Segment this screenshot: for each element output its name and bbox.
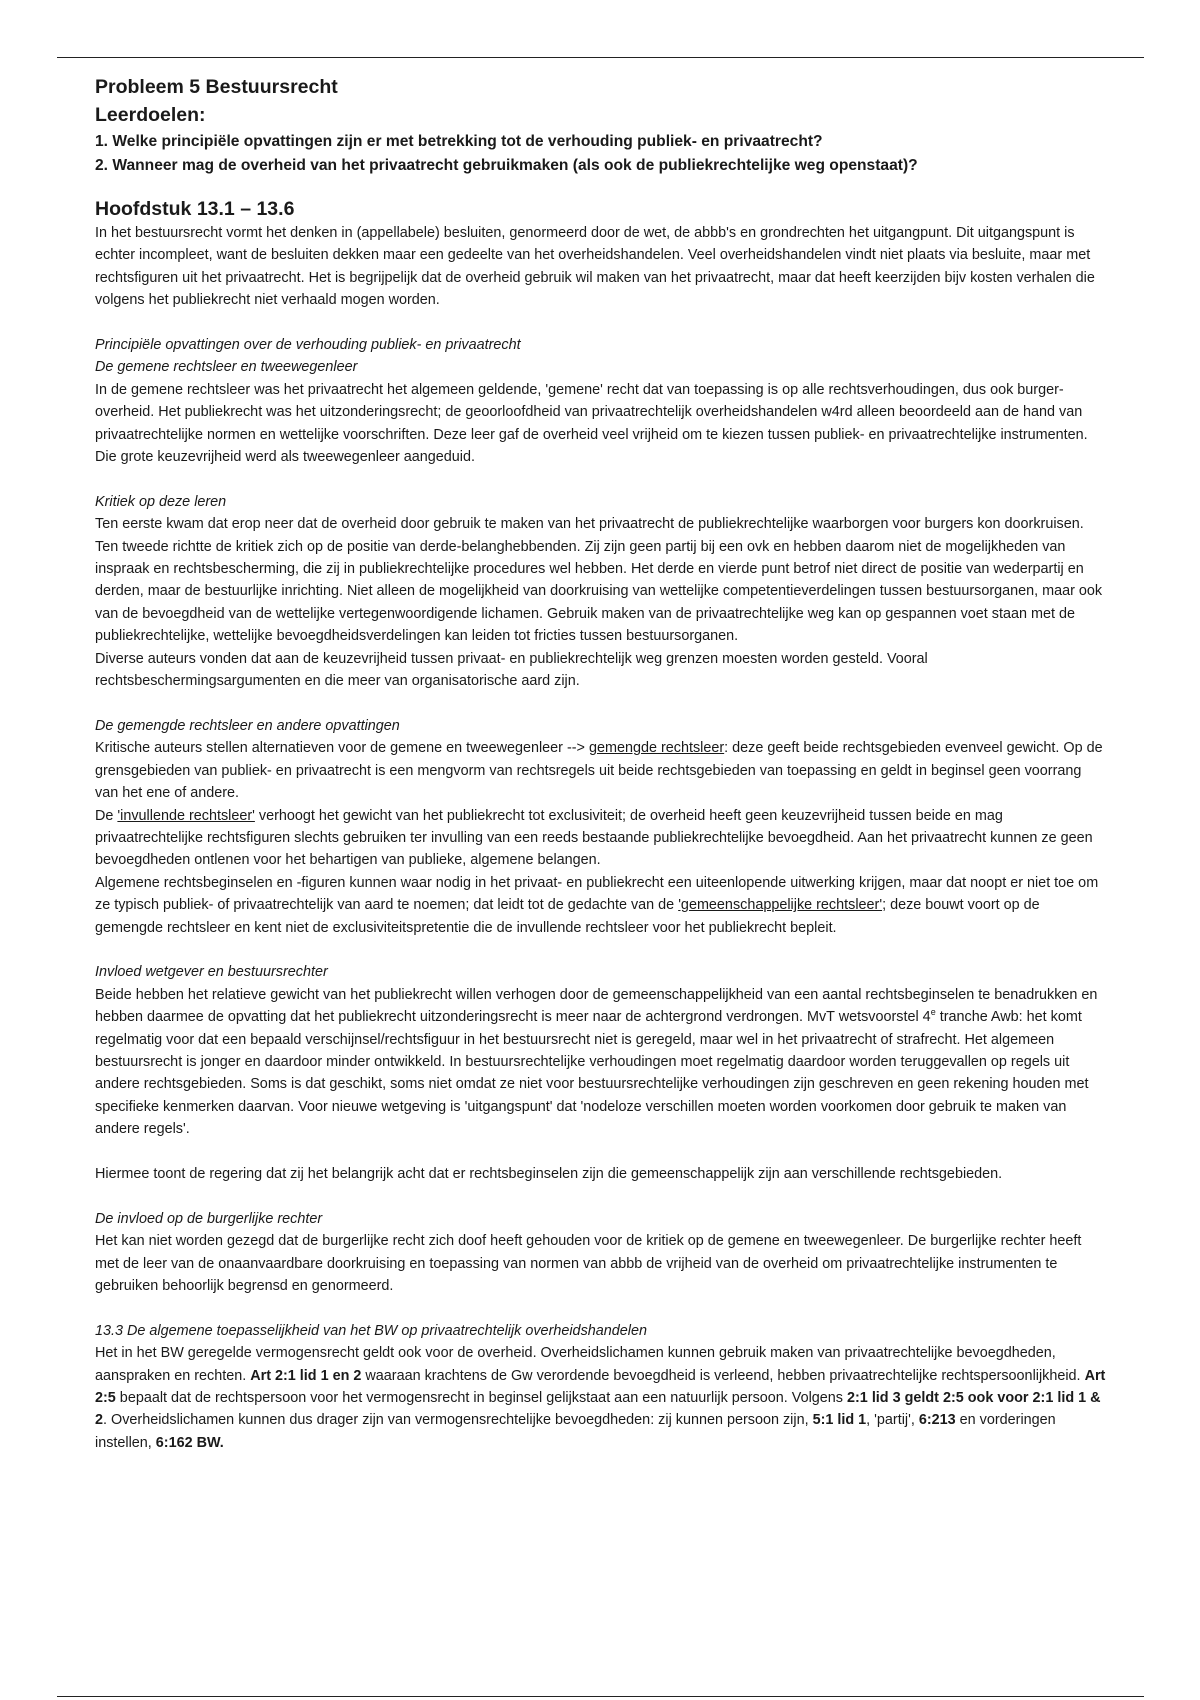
paragraph-burgerlijke-rechter: Het kan niet worden gezegd dat de burgerlijke recht zich doof heeft gehouden voor de kritiek op de gemene en tweewegenleer. De burgerlijke rechter heeft met de leer van de onaanvaardbare doorkruising en toepassing van normen van abbb de vrijheid van de overheid om privaatrechtelijke instrumenten te gebruiken behoorlijk begrensd en genormeerd. xyxy=(95,1233,1082,1294)
top-rule xyxy=(57,57,1144,58)
term-invullende-rechtsleer: 'invullende rechtsleer' xyxy=(117,807,255,824)
paragraph-gemene-rechtsleer: In de gemene rechtsleer was het privaatrecht het algemeen geldende, 'gemene' recht dat van toepassing is op alle rechtsverhoudingen, dus ook burger-overheid. Het publiekrecht was het uitzonderingsrecht; de geoorloofdheid van privaatrechtelijk overheidshandelen w4rd alleen beoordeeld aan de hand van privaatrechtelijke normen en wettelijke voorschriften. Deze leer gaf de overheid veel vrijheid om te kiezen tussen publiek- en privaatrechtelijke instrumenten. Die grote keuzevrijheid werd als tweewegenleer aangeduid. xyxy=(95,381,1088,466)
paragraph-13-3: Het in het BW geregelde vermogensrecht geldt ook voor de overheid. Overheidslichamen kunnen gebruik maken van privaatrechtelijke bevoegdheden, aanspraken en rechten. Art 2:1 lid 1 en 2 waaraan krachtens de Gw verordende bevoegdheid is verleend, hebben privaatrechtelijke rechtspersoonlijkheid. Art 2:5 bepaalt dat de rechtspersoon voor het vermogensrecht in beginsel gelijkstaat aan een natuurlijk persoon. Volgens 2:1 lid 3 geldt 2:5 ook voor 2:1 lid 1 & 2. Overheidslichamen kunnen dus drager zijn van vermogensrechtelijke bevoegdheden: zij kunnen persoon zijn, 5:1 lid 1, 'partij', 6:213 en vorderingen instellen, 6:162 BW. xyxy=(95,1345,1106,1451)
intro-paragraph: In het bestuursrecht vormt het denken in (appellabele) besluiten, genormeerd door de wet, de abbb's en grondrechten het uitgangpunt. Dit uitgangspunt is echter incompleet, want de besluiten dekken maar een gedeelte van het overheidshandelen. Veel overheidshandelen vindt niet plaats via besluite, maar met rechtsfiguren uit het privaatrecht. Het is begrijpelijk dat de overheid gebruik wil maken van het privaatrecht, maar dat heeft keerzijden bijv kosten verhalen die volgens het publiekrecht niet verhaald mogen worden. xyxy=(95,225,1095,309)
section-heading-burgerlijke-rechter: De invloed op de burgerlijke rechter xyxy=(95,1210,323,1227)
term-gemeenschappelijke-rechtsleer: 'gemeenschappelijke rechtsleer' xyxy=(678,897,883,914)
chapter-heading: Hoofdstuk 13.1 – 13.6 xyxy=(95,198,295,220)
term-gemengde-rechtsleer: gemengde rechtsleer xyxy=(588,740,725,757)
section-heading-invloed-wetgever: Invloed wetgever en bestuursrechter xyxy=(95,964,328,981)
paragraph-gemengde-rechtsleer: Kritische auteurs stellen alternatieven voor de gemene en tweewegenleer --> gemengde rechtsleer: deze geeft beide rechtsgebieden evenveel gewicht. Op de grensgebieden van publiek- en privaatrecht is een mengvorm van rechtsregels uit beide rechtsgebieden van toepassing en geldt in beginsel geen voorrang van het ene of andere. xyxy=(95,740,1103,802)
paragraph-kritiek-2: Diverse auteurs vonden dat aan de keuzevrijheid tussen privaat- en publiekrechtelijk weg grenzen moesten worden gesteld. Vooral rechtsbeschermingsargumenten en die meer van organisatorische aard zijn. xyxy=(95,650,928,690)
subsection-heading-gemene-rechtsleer: De gemene rechtsleer en tweewegenleer xyxy=(95,359,358,376)
paragraph-kritiek-1: Ten eerste kwam dat erop neer dat de overheid door gebruik te maken van het privaatrecht de publiekrechtelijke waarborgen voor burgers kon doorkruisen. Ten tweede richtte de kritiek zich op de positie van derde-belanghebbenden. Zij zijn geen partij bij een ovk en hebben daarom niet de mogelijkheden van inspraak en rechtsbescherming, die zij in publiekrechtelijke procedures wel hebben. Het derde en vierde punt betrof niet direct de positie van wederpartij en derden, maar de bestuurlijke inrichting. Niet alleen de mogelijkheid van doorkruising van wettelijke competentieverdelingen tussen bestuursorganen, maar ook van de bevoegdheid van de wettelijke vertegenwoordigende lichamen. Gebruik maken van de privaatrechtelijke weg kan op gespannen voet staan met de publiekrechtelijke, wettelijke bevoegdheidsverdelingen kan leiden tot fricties tussen bestuursorganen. xyxy=(95,516,1103,645)
learning-goal-2: 2. Wanneer mag de overheid van het privaatrecht gebruikmaken (als ook de publiekrechtelijke weg openstaat)? xyxy=(95,157,918,174)
paragraph-gemeenschappelijke-rechtsleer: Algemene rechtsbeginselen en -figuren kunnen waar nodig in het privaat- en publiekrecht een uiteenlopende uitwerking krijgen, maar dat noopt er niet toe om ze typisch publiek- of privaatrechtelijk van aard te noemen; dat leidt tot de gedachte van de 'gemeenschappelijke rechtsleer'; deze bouwt voort op de gemengde rechtsleer en kent niet de exclusiviteitspretentie die de invullende rechtsleer voor het publiekrecht bepleit. xyxy=(95,874,1099,936)
section-heading-gemengde-rechtsleer: De gemengde rechtsleer en andere opvattingen xyxy=(95,717,400,734)
paragraph-invullende-rechtsleer: De 'invullende rechtsleer' verhoogt het gewicht van het publiekrecht tot exclusiviteit; de overheid heeft geen keuzevrijheid tussen beide en mag privaatrechtelijke rechtsfiguren slechts gebruiken ter invulling van een reeds bestaande publiekrechtelijke bevoegdheid. Aan het privaatrecht kunnen ze geen bevoegdheden ontlenen voor het behartigen van publieke, algemene belangen. xyxy=(95,807,1093,869)
learning-goals-heading: Leerdoelen: xyxy=(95,104,206,126)
learning-goal-1: 1. Welke principiële opvattingen zijn er met betrekking tot de verhouding publiek- en privaatrecht? xyxy=(95,133,823,150)
paragraph-regering: Hiermee toont de regering dat zij het belangrijk acht dat er rechtsbeginselen zijn die gemeenschappelijk zijn aan verschillende rechtsgebieden. xyxy=(95,1165,1003,1182)
document-title: Probleem 5 Bestuursrecht xyxy=(95,76,338,98)
section-heading-kritiek: Kritiek op deze leren xyxy=(95,493,227,510)
paragraph-invloed-wetgever: Beide hebben het relatieve gewicht van het publiekrecht willen verhogen door de gemeenschappelijkheid van een aantal rechtsbeginselen te benadrukken en hebben daarmee de opvatting dat het publiekrecht uitzonderingsrecht is meer naar de achtergrond verdrongen. MvT wetsvoorstel 4e tranche Awb: het komt regelmatig voor dat een bepaald verschijnsel/rechtsfiguur in het bestuursrecht niet is geregeld, maar wel in het privaatrecht of strafrecht. Het algemeen bestuursrecht is jonger en daardoor minder ontwikkeld. In bestuursrechtelijke verhoudingen moet regelmatig daardoor worden teruggevallen op regels uit andere rechtsgebieden. Soms is dat geschikt, soms niet omdat ze niet voor bestuursrechtelijke verhoudingen zijn geschreven en geen rekening houden met specifieke kenmerken daarvan. Voor nieuwe wetgeving is 'uitgangspunt' dat 'nodeloze verschillen moeten worden voorkomen door gebruik te maken van andere regels'. xyxy=(95,986,1098,1138)
bottom-rule xyxy=(57,1696,1144,1697)
section-heading-13-3: 13.3 De algemene toepasselijkheid van het BW op privaatrechtelijk overheidshandelen xyxy=(95,1322,647,1339)
section-heading-principles: Principiële opvattingen over de verhouding publiek- en privaatrecht xyxy=(95,337,521,354)
document-body xyxy=(95,74,1107,1454)
